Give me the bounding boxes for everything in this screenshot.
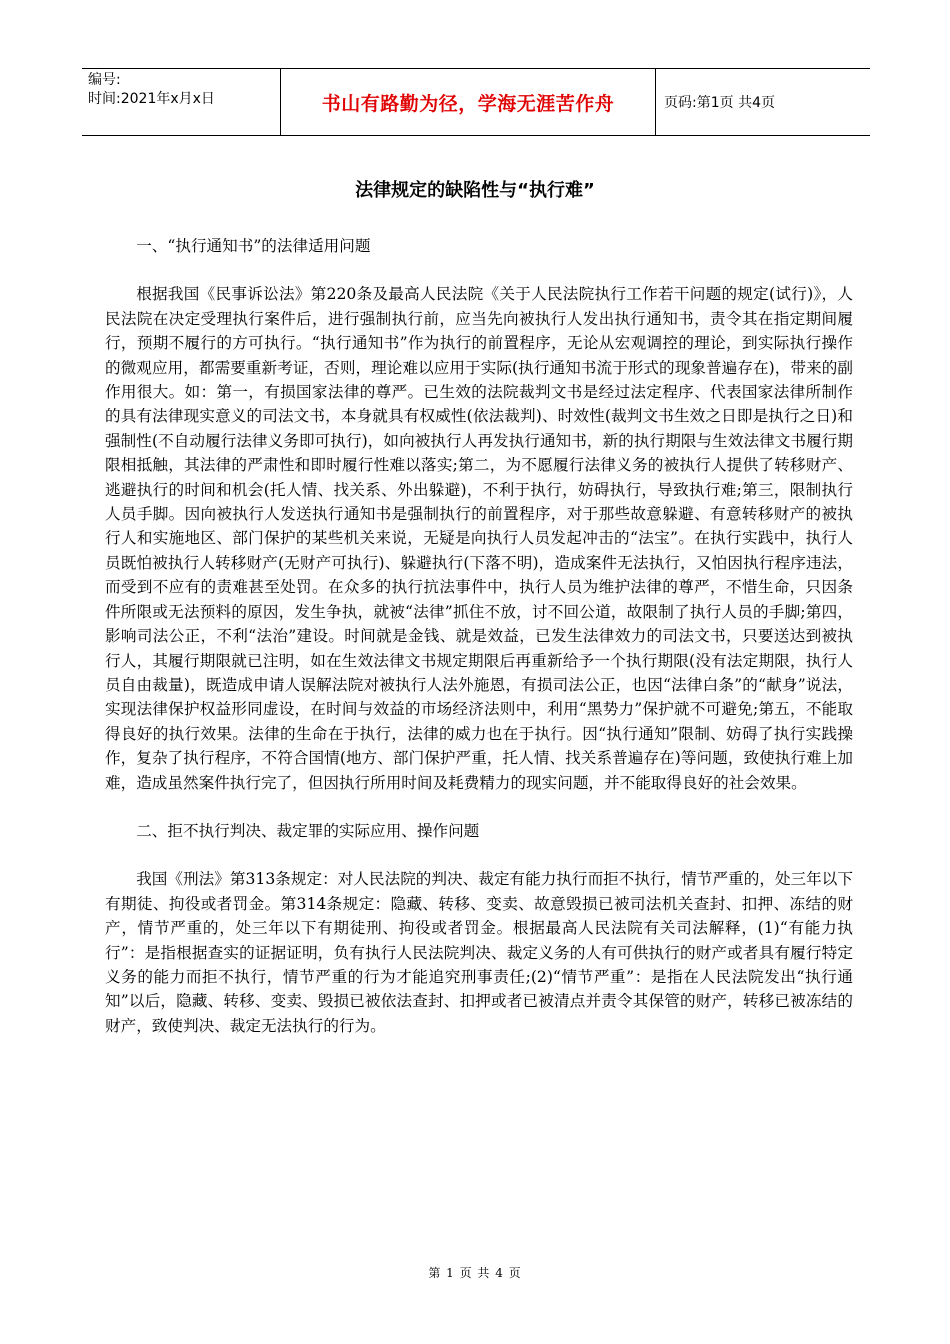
page-header — [82, 68, 870, 136]
header-motto: 书山有路勤为径，学海无涯苦作舟 — [280, 69, 656, 135]
document-title: 法律规定的缺陷性与“执行难” — [355, 180, 595, 201]
document-number-label: 编号: — [88, 72, 121, 88]
section-heading-1: 一、“执行通知书”的法律适用问题 — [136, 237, 371, 255]
section-paragraph-1: 根据我国《民事诉讼法》第220条及最高人民法院《关于人民法院执行工作若干问题的规定(试行)》，人民法院在决定受理执行案件后，进行强制执行前，应当先向被执行人发出执行通知书，责令其在指定期间履行，预期不履行的方可执行。“执行通知书”作为执行的前置程序，无论从宏观调控的理论，到实际执行操作的微观应用，都需要重新考证，否则，理论难以应用于实际(执行通知书流于形式的现象普遍存在)，带来的副作用很大。如：第一，有损国家法律的尊严。已生效的法院裁判文书是经过法定程序、代表国家法律所制作的具有法律现实意义的司法文书，本身就具有权威性(依法裁判)、时效性(裁判文书生效之日即是执行之日)和强制性(不自动履行法律义务即可执行)，如向被执行人再发执行通知书，新的执行期限与生效法律文书履行期限相抵触，其法律的严肃性和即时履行性难以落实;第二，为不愿履行法律义务的被执行人提供了转移财产、逃避执行的时间和机会(托人情、找关系、外出躲避)，不利于执行，妨碍执行，导致执行难;第三，限制执行人员手脚。因向被执行人发送执行通知书是强制执行的前置程序，对于那些故意躲避、有意转移财产的被执行人和实施地区、部门保护的某些机关来说，无疑是向执行人员发起冲击的“法宝”。在执行实践中，执行人员既怕被执行人转移财产(无财产可执行)、躲避执行(下落不明)，造成案件无法执行，又怕因执行程序违法，而受到不应有的责难甚至处罚。在众多的执行抗法事件中，执行人员为维护法律的尊严，不惜生命，只因条件所限或无法预料的原因，发生争执，就被“法律”抓住不放，讨不回公道，故限制了执行人员的手脚;第四，影响司法公正，不利“法治”建设。时间就是金钱、就是效益，已发生法律效力的司法文书，只要送达到被执行人，其履行期限就已注明，如在生效法律文书规定期限后再重新给予一个执行期限(没有法定期限，执行人员自由裁量)，既造成申请人误解法院对被执行人法外施恩，有损司法公正，也因“法律白条”的“献身”说法，实现法律保护权益形同虚设，在时间与效益的市场经济法则中，利用“黑势力”保护就不可避免;第五，不能取得良好的执行效果。法律的生命在于执行，法律的威力也在于执行。因“执行通知”限制、妨碍了执行实践操作，复杂了执行程序，不符合国情(地方、部门保护严重，托人情、找关系普遍存在)等问题，致使执行难上加难，造成虽然案件执行完了，但因执行所用时间及耗费精力的现实问题，并不能取得良好的社会效果。 — [105, 285, 853, 792]
section-paragraph-2: 我国《刑法》第313条规定：对人民法院的判决、裁定有能力执行而拒不执行，情节严重的，处三年以下有期徒、拘役或者罚金。第314条规定：隐藏、转移、变卖、故意毁损已被司法机关查封、扣押、冻结的财产，情节严重的，处三年以下有期徒刑、拘役或者罚金。根据最高人民法院有关司法解释，(1)“有能力执行”：是指根据查实的证据证明，负有执行人民法院判决、裁定义务的人有可供执行的财产或者具有履行特定义务的能力而拒不执行，情节严重的行为才能追究刑事责任;(2)“情节严重”：是指在人民法院发出“执行通知”以后，隐藏、转移、变卖、毁损已被依法查封、扣押或者已被清点并责令其保管的财产，转移已被冻结的财产，致使判决、裁定无法执行的行为。 — [105, 870, 853, 1035]
header-page-info: 页码:第1页 共4页 — [664, 95, 775, 111]
document-body — [105, 234, 853, 1062]
section-heading-2: 二、拒不执行判决、裁定罪的实际应用、操作问题 — [136, 821, 480, 840]
document-time-label: 时间:2021年x月x日 — [88, 91, 215, 107]
header-meta — [82, 69, 280, 135]
page-footer: 第 1 页 共 4 页 — [428, 1266, 522, 1280]
